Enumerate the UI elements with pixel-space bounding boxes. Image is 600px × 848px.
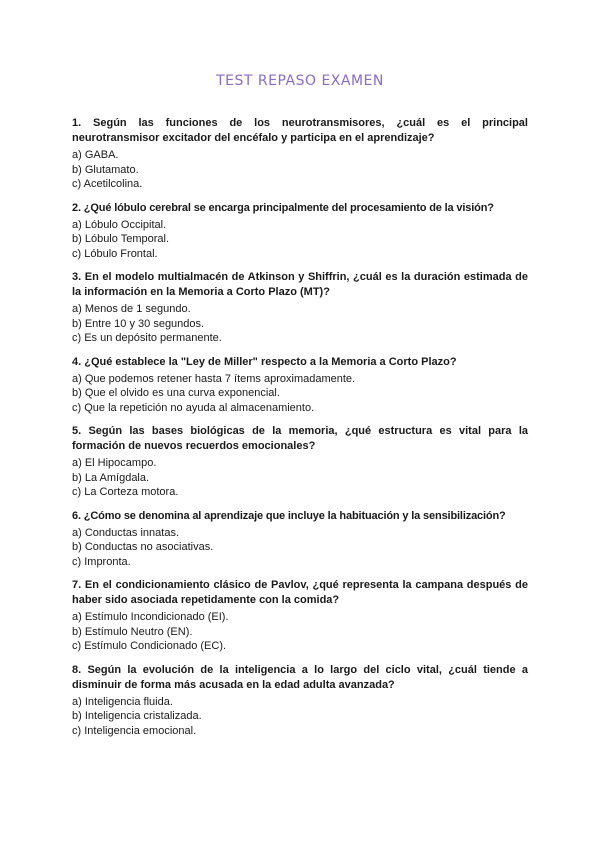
- option-a: a) El Hipocampo.: [72, 457, 157, 469]
- option-a: a) Inteligencia fluida.: [72, 695, 173, 708]
- question-text: 4. ¿Qué establece la "Ley de Miller" respecto a la Memoria a Corto Plazo?: [72, 355, 457, 368]
- question-text: 3. En el modelo multialmacén de Atkinson y Shiffrin, ¿cuál es la duración estimada de la información en la Memoria a Corto Plazo (MT)?: [72, 271, 528, 298]
- option-c: c) Que la repetición no ayuda al almacenamiento.: [72, 401, 315, 414]
- option-b: b) Inteligencia cristalizada.: [72, 710, 202, 722]
- option-b: b) Entre 10 y 30 segundos.: [72, 317, 205, 330]
- question-1: [72, 116, 528, 192]
- question-text: 2. ¿Qué lóbulo cerebral se encarga principalmente del procesamiento de la visión?: [72, 201, 494, 214]
- question-text: 1. Según las funciones de los neurotransmisores, ¿cuál es el principal neurotransmisor excitador del encéfalo y participa en el aprendizaje?: [72, 117, 528, 144]
- question-list: [72, 116, 528, 747]
- question-7: [72, 578, 528, 654]
- question-8: [72, 663, 528, 739]
- option-c: c) Estímulo Condicionado (EC).: [72, 640, 227, 652]
- question-5: [72, 424, 528, 500]
- option-a: a) Estímulo Incondicionado (EI).: [72, 611, 229, 623]
- option-a: a) Menos de 1 segundo.: [72, 303, 191, 315]
- question-text: 6. ¿Cómo se denomina al aprendizaje que incluye la habituación y la sensibilización?: [72, 509, 506, 522]
- option-a: a) Que podemos retener hasta 7 ítems aproximadamente.: [72, 372, 356, 385]
- question-text: 5. Según las bases biológicas de la memoria, ¿qué estructura es vital para la formación de nuevos recuerdos emocionales?: [72, 425, 528, 452]
- option-c: c) Acetilcolina.: [72, 178, 143, 190]
- question-text: 7. En el condicionamiento clásico de Pavlov, ¿qué representa la campana después de haber sido asociada repetidamente con la comida?: [72, 579, 528, 606]
- question-2: [72, 201, 528, 262]
- question-4: [72, 355, 528, 416]
- option-a: a) GABA.: [72, 149, 119, 161]
- option-c: c) Es un depósito permanente.: [72, 332, 222, 344]
- option-b: b) Estímulo Neutro (EN).: [72, 625, 193, 638]
- question-text: 8. Según la evolución de la inteligencia a lo largo del ciclo vital, ¿cuál tiende a disminuir de forma más acusada en la edad adulta avanzada?: [72, 663, 528, 691]
- page-title: TEST REPASO EXAMEN: [216, 73, 384, 89]
- option-b: b) Glutamato.: [72, 163, 139, 176]
- option-a: a) Conductas innatas.: [72, 526, 180, 539]
- option-a: a) Lóbulo Occipital.: [72, 218, 167, 231]
- option-b: b) Conductas no asociativas.: [72, 541, 214, 553]
- option-c: c) La Corteza motora.: [72, 486, 179, 498]
- question-6: [72, 509, 528, 570]
- option-b: b) Lóbulo Temporal.: [72, 233, 170, 245]
- option-c: c) Lóbulo Frontal.: [72, 247, 158, 260]
- option-b: b) Que el olvido es una curva exponencial.: [72, 387, 280, 399]
- option-c: c) Inteligencia emocional.: [72, 724, 197, 737]
- option-c: c) Impronta.: [72, 555, 131, 568]
- option-b: b) La Amígdala.: [72, 471, 150, 484]
- question-3: [72, 270, 528, 346]
